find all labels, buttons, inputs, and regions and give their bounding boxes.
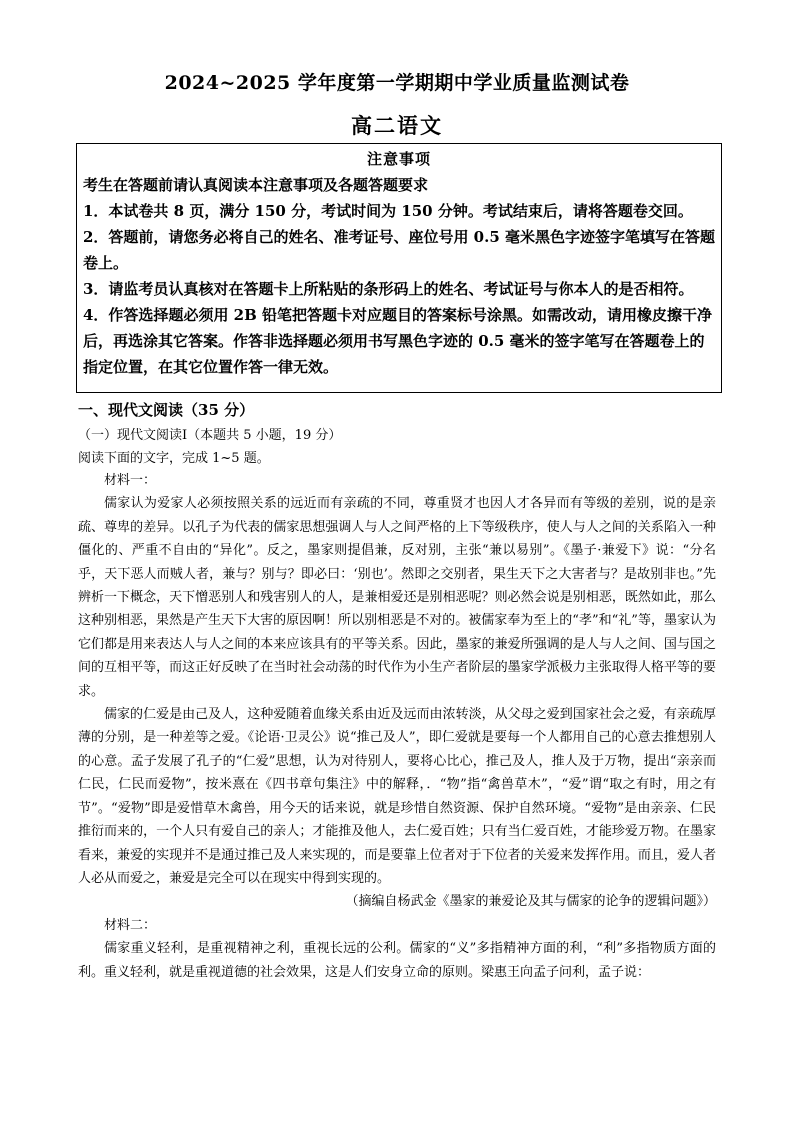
notice-item: 2．答题前，请您务必将自己的姓名、准考证号、座位号用 0.5 毫米黑色字迹签字笔填写在答题卷上。 bbox=[83, 228, 715, 272]
section-title: 一、现代文阅读（35 分） bbox=[78, 401, 255, 419]
reading-passage bbox=[78, 469, 716, 984]
notice-heading: 注意事项 bbox=[366, 150, 431, 168]
section-subtitle: （一）现代文阅读Ⅰ（本题共 5 小题，19 分） bbox=[78, 428, 342, 443]
source-citation: （摘编自杨武金《墨家的兼爱论及其与儒家的论争的逻辑问题》） bbox=[345, 894, 716, 910]
notice-box bbox=[76, 143, 722, 393]
paragraph: 儒家的仁爱是由己及人，这种爱随着血缘关系由近及远而由浓转淡，从父母之爱到国家社会之爱，有亲疏厚薄的分别，是一种差等之爱。《论语·卫灵公》说“推己及人”，即仁爱就是要每一个人都用自己的心意去推想别人的心意。孟子发展了孔子的“仁爱”思想，认为对待别人，要将心比心，推己及人，推人及于万物，提出“亲亲而仁民，仁民而爱物”，按米熹在《四书章句集注》中的解释，．“物”指“禽兽草木”，“爱”谓“取之有时，用之有节”。“爱物”即是爱惜草木禽兽，用今天的话来说，就是珍惜自然资源、保护自然环境。“爱物”是由亲亲、仁民推衍而来的，一个人只有爱自己的亲人；才能推及他人，去仁爱百姓；只有当仁爱百姓，才能珍爱万物。在墨家看来，兼爱的实现并不是通过推己及人来实现的，而是要靠上位者对于下位者的关爱来发挥作用。而且，爱人者人必从而爱之，兼爱是完全可以在现实中得到实现的。 bbox=[78, 707, 716, 886]
material-label: 材料二： bbox=[104, 917, 157, 933]
paragraph: 儒家认为爱家人必须按照关系的远近而有亲疏的不同，尊重贤才也因人才各异而有等级的差别，说的是亲疏、尊卑的差异。以孔子为代表的儒家思想强调人与人之间严格的上下等级秩序，使人与人之间的关系陷入一种僵化的、严重不自由的“异化”。反之，墨家则提倡兼，反对别，主张“兼以易别”。《墨子·兼爱下》说：“分名乎，天下恶人而贼人者，兼与？别与？即必曰：‘别也’。然即之交别者，果生天下之大害者与？是故别非也。”先辨析一下概念，天下憎恶别人和残害别人的人，是兼相爱还是别相恶呢？则必然会说是别相恶，既然如此，那么这种别相恶，果然是产生天下大害的原因啊！所以别相恶是不对的。被儒家奉为至上的“孝”和“礼”等，墨家认为它们都是用来表达人与人之间的本来应该具有的平等关系。因此，墨家的兼爱所强调的是人与人之间、国与国之间的互相平等，而这正好反映了在当时社会动荡的时代作为小生产者阶层的墨家学派极力主张取得人格平等的要求。 bbox=[78, 496, 716, 699]
material-label: 材料一： bbox=[104, 473, 157, 488]
section-instruction: 阅读下面的文字，完成 1~5 题。 bbox=[78, 451, 270, 466]
notice-item: 1．本试卷共 8 页，满分 150 分，考试时间为 150 分钟。考试结束后，请将答题卷交回。 bbox=[83, 202, 693, 220]
exam-subject: 高二语文 bbox=[351, 113, 443, 138]
notice-item: 4．作答选择题必须用 2B 铅笔把答题卡对应题目的答案标号涂黑。如需改动，请用橡皮擦干净后，再选涂其它答案。作答非选择题必须用书写黑色字迹的 0.5 毫米的签字笔写在答题卷上的指定位置，在其它位置作答一律无效。 bbox=[83, 306, 713, 376]
notice-item: 3．请监考员认真核对在答题卡上所粘贴的条形码上的姓名、考试证号与你本人的是否相符。 bbox=[83, 280, 694, 298]
notice-intro: 考生在答题前请认真阅读本注意事项及各题答题要求 bbox=[83, 176, 429, 194]
paragraph: 儒家重义轻利，是重视精神之利，重视长远的公利。儒家的“义”多指精神方面的利，“利”多指物质方面的利。重义轻利，就是重视道德的社会效果，这是人们安身立命的原则。梁惠王向孟子问利，孟子说： bbox=[78, 941, 716, 980]
exam-title: 2024~2025 学年度第一学期期中学业质量监测试卷 bbox=[164, 72, 630, 94]
